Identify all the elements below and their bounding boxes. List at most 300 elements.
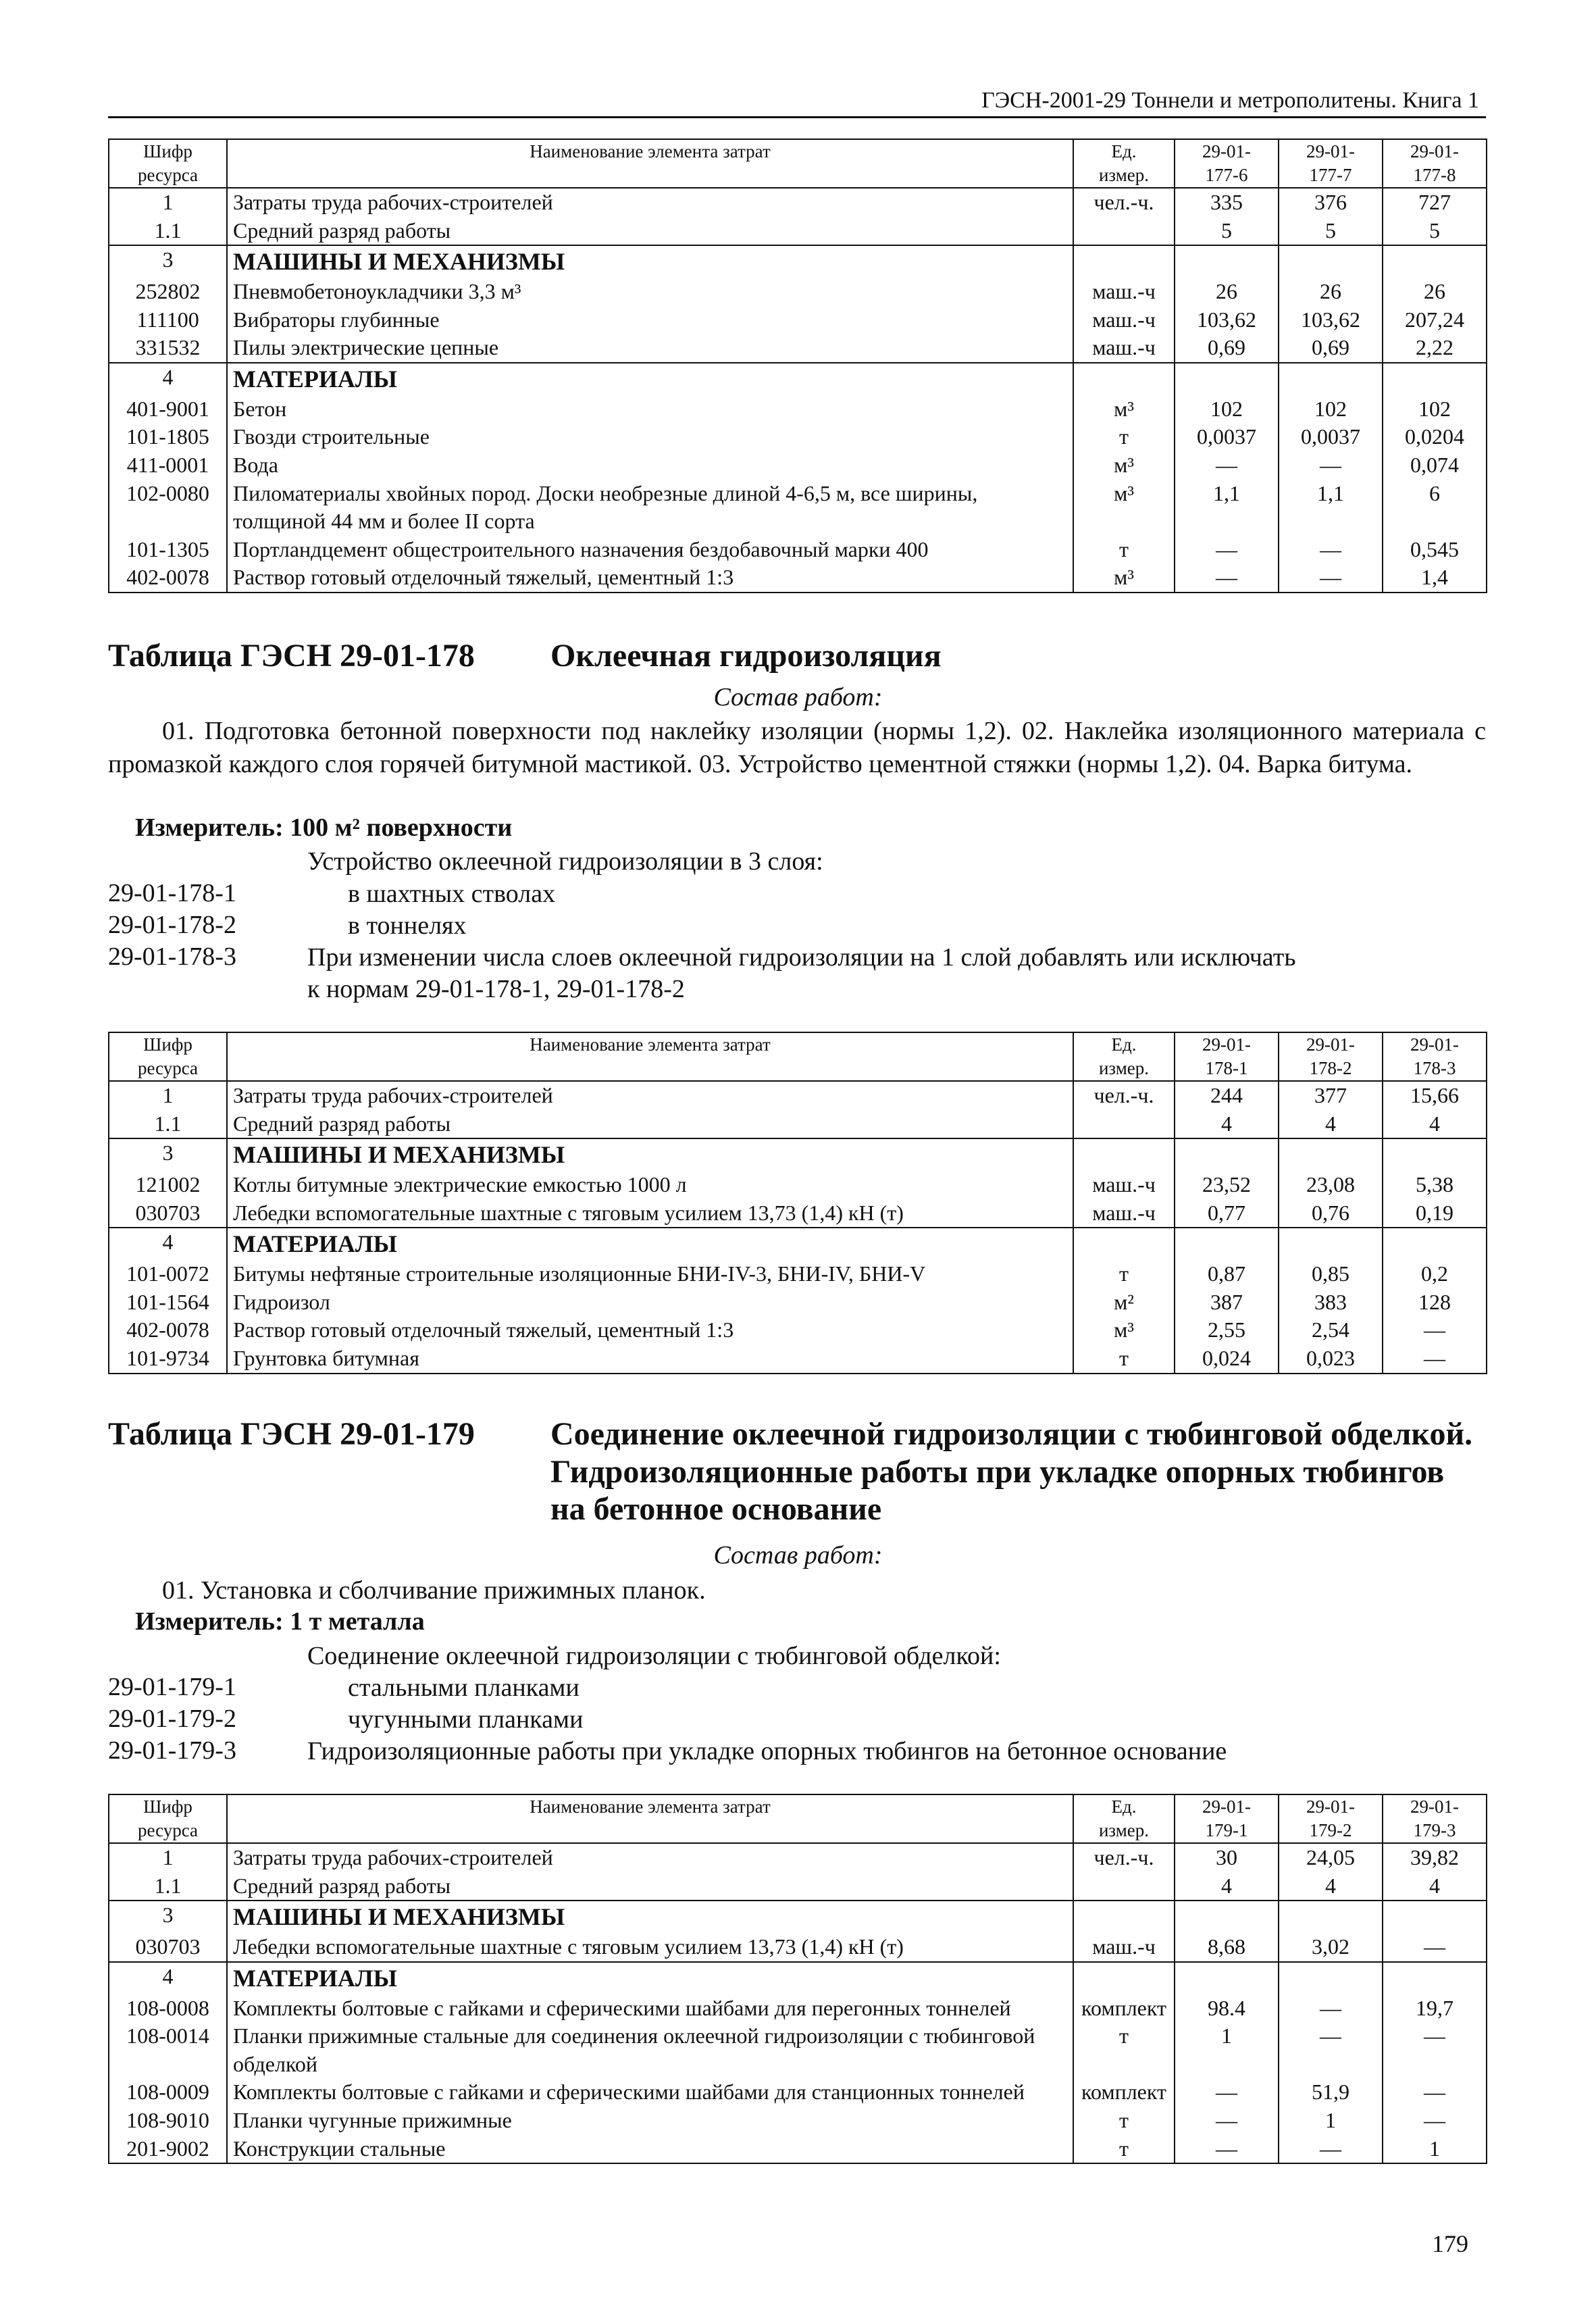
table-row xyxy=(109,1994,1487,2023)
resource-code: 4 xyxy=(109,1962,227,1994)
value-cell xyxy=(1175,1901,1279,1933)
table-178-id: Таблица ГЭСН 29-01-178 xyxy=(108,638,475,674)
name-header-line: Наименование элемента затрат xyxy=(530,141,771,161)
resource-code: 101-9734 xyxy=(109,1344,227,1374)
table-178-title xyxy=(108,637,942,674)
resource-name: Вибраторы глубинные xyxy=(227,306,1073,334)
norm-column-header xyxy=(1383,139,1487,188)
unit-header-line: Ед. xyxy=(1111,1034,1137,1055)
value-cell xyxy=(1279,1901,1383,1933)
unit-cell: маш.-ч xyxy=(1073,334,1175,363)
table-178-name: Оклеечная гидроизоляция xyxy=(550,638,942,674)
table-row xyxy=(109,1933,1487,1962)
value-cell: 51,9 xyxy=(1279,2078,1383,2107)
resource-name: Планки прижимные стальные для соединения оклеечной гидроизоляции с тюбинговой обделкой xyxy=(227,2022,1073,2078)
value-cell xyxy=(1279,363,1383,395)
value-cell: 0,19 xyxy=(1383,1199,1487,1228)
unit-cell: маш.-ч xyxy=(1073,1933,1175,1962)
resource-name: Планки чугунные прижимные xyxy=(227,2107,1073,2135)
name-header xyxy=(227,1794,1073,1843)
value-cell: 2,55 xyxy=(1175,1316,1279,1344)
value-cell: 1,4 xyxy=(1383,563,1487,593)
norm-column-header xyxy=(1175,1032,1279,1081)
value-cell xyxy=(1383,1228,1487,1260)
section-title: МАТЕРИАЛЫ xyxy=(227,1962,1073,1994)
table-row xyxy=(109,1843,1487,1872)
norm-column-header-line: 29-01- xyxy=(1410,1034,1459,1055)
unit-cell: комплект xyxy=(1073,1994,1175,2023)
norm-column-header-line: 29-01- xyxy=(1202,1034,1251,1055)
code-header-line: Шифр xyxy=(143,141,192,161)
value-cell: — xyxy=(1383,2022,1487,2078)
norm-column-header-line: 29-01- xyxy=(1306,1034,1355,1055)
unit-header-line: Ед. xyxy=(1111,1796,1137,1817)
resource-name: Лебедки вспомогательные шахтные с тяговым усилием 13,73 (1,4) кН (т) xyxy=(227,1933,1073,1962)
value-cell: — xyxy=(1383,2107,1487,2135)
unit-cell: т xyxy=(1073,1260,1175,1288)
unit-cell xyxy=(1073,245,1175,278)
table-row xyxy=(109,245,1487,278)
resource-code: 121002 xyxy=(109,1171,227,1199)
norm-179-2-text: чугунными планками xyxy=(348,1705,584,1734)
norm-178-1-code: 29-01-178-1 xyxy=(108,879,236,907)
resource-code: 252802 xyxy=(109,278,227,306)
value-cell: 4 xyxy=(1175,1110,1279,1139)
resource-code: 201-9002 xyxy=(109,2135,227,2164)
table-178-sostav-text: 01. Подготовка бетонной поверхности под наклейку изоляции (нормы 1,2). 02. Наклейка изоляционного материала с промазкой каждого слоя горячей битумной мастикой. 03. Устройство цементной стяжки (нормы 1,2). 04. Варка битума. xyxy=(108,717,1486,779)
resource-code: 101-1305 xyxy=(109,536,227,564)
value-cell: — xyxy=(1383,1933,1487,1962)
norm-178-3-text2: к нормам 29-01-178-1, 29-01-178-2 xyxy=(307,975,685,1003)
table-row xyxy=(109,563,1487,593)
table-row xyxy=(109,2107,1487,2135)
value-cell: 3,02 xyxy=(1279,1933,1383,1962)
unit-cell xyxy=(1073,1962,1175,1994)
resource-name: Гидроизол xyxy=(227,1288,1073,1317)
resource-name: Грунтовка битумная xyxy=(227,1344,1073,1374)
table-header-row xyxy=(109,1794,1487,1843)
value-cell: 0,2 xyxy=(1383,1260,1487,1288)
unit-cell: м³ xyxy=(1073,563,1175,593)
value-cell xyxy=(1175,1138,1279,1171)
code-header-line: ресурса xyxy=(137,1058,199,1079)
value-cell: 1 xyxy=(1383,2135,1487,2164)
norm-column-header xyxy=(1383,1794,1487,1843)
resource-name: Средний разряд работы xyxy=(227,1872,1073,1901)
resource-code: 3 xyxy=(109,1138,227,1171)
resource-name: Затраты труда рабочих-строителей xyxy=(227,188,1073,217)
table-row xyxy=(109,1171,1487,1199)
value-cell: 39,82 xyxy=(1383,1843,1487,1872)
value-cell: — xyxy=(1279,451,1383,480)
value-cell: 0,69 xyxy=(1175,334,1279,363)
norm-column-header-line: 178-1 xyxy=(1205,1058,1248,1079)
value-cell xyxy=(1383,1138,1487,1171)
value-cell: 102 xyxy=(1383,395,1487,424)
value-cell: 387 xyxy=(1175,1288,1279,1317)
header-text: ГЭСН-2001-29 Тоннели и метрополитены. Книга 1 xyxy=(981,88,1479,113)
value-cell: 5,38 xyxy=(1383,1171,1487,1199)
value-cell: 98.4 xyxy=(1175,1994,1279,2023)
resource-name: Бетон xyxy=(227,395,1073,424)
table-row xyxy=(109,363,1487,395)
resource-name: Гвозди строительные xyxy=(227,423,1073,451)
norm-column-header xyxy=(1279,139,1383,188)
unit-cell: комплект xyxy=(1073,2078,1175,2107)
value-cell: 5 xyxy=(1383,217,1487,246)
value-cell: 1,1 xyxy=(1175,480,1279,536)
resource-code: 401-9001 xyxy=(109,395,227,424)
resource-table-177 xyxy=(108,139,1487,593)
norm-column-header xyxy=(1279,1794,1383,1843)
norm-column-header xyxy=(1175,1794,1279,1843)
table-row xyxy=(109,2078,1487,2107)
norm-179-3-code: 29-01-179-3 xyxy=(108,1736,236,1765)
value-cell: 1,1 xyxy=(1279,480,1383,536)
value-cell xyxy=(1175,363,1279,395)
value-cell: 0,023 xyxy=(1279,1344,1383,1374)
value-cell xyxy=(1383,1962,1487,1994)
value-cell: 26 xyxy=(1279,278,1383,306)
table-row xyxy=(109,334,1487,363)
code-header-line: ресурса xyxy=(137,165,199,186)
resource-name: Затраты труда рабочих-строителей xyxy=(227,1843,1073,1872)
table-row xyxy=(109,395,1487,424)
unit-cell xyxy=(1073,217,1175,246)
table-row xyxy=(109,278,1487,306)
resource-code: 030703 xyxy=(109,1199,227,1228)
norm-column-header-line: 179-2 xyxy=(1309,1820,1352,1841)
code-header-line: ресурса xyxy=(137,1820,199,1841)
resource-code: 4 xyxy=(109,1228,227,1260)
section-title: МАШИНЫ И МЕХАНИЗМЫ xyxy=(227,1138,1073,1171)
value-cell: 4 xyxy=(1383,1110,1487,1139)
resource-name: Вода xyxy=(227,451,1073,480)
code-header xyxy=(109,1794,227,1843)
value-cell: 0,024 xyxy=(1175,1344,1279,1374)
value-cell: — xyxy=(1383,1344,1487,1374)
table-179-sostav-label: Состав работ: xyxy=(713,1541,883,1569)
value-cell xyxy=(1175,1962,1279,1994)
unit-cell: т xyxy=(1073,423,1175,451)
value-cell: 727 xyxy=(1383,188,1487,217)
unit-cell: м³ xyxy=(1073,480,1175,536)
norm-178-2-text: в тоннелях xyxy=(348,911,467,940)
value-cell: 377 xyxy=(1279,1081,1383,1110)
resource-code: 101-1805 xyxy=(109,423,227,451)
value-cell: 0,77 xyxy=(1175,1199,1279,1228)
table-header-row xyxy=(109,1032,1487,1081)
value-cell: 4 xyxy=(1383,1872,1487,1901)
resource-name: Затраты труда рабочих-строителей xyxy=(227,1081,1073,1110)
unit-cell: м² xyxy=(1073,1288,1175,1317)
value-cell xyxy=(1383,363,1487,395)
table-row xyxy=(109,1344,1487,1374)
value-cell: 0,074 xyxy=(1383,451,1487,480)
value-cell: 19,7 xyxy=(1383,1994,1487,2023)
unit-cell: т xyxy=(1073,536,1175,564)
norm-column-header-line: 178-2 xyxy=(1309,1058,1352,1079)
resource-code: 108-0009 xyxy=(109,2078,227,2107)
resource-code: 1 xyxy=(109,1843,227,1872)
resource-code: 108-9010 xyxy=(109,2107,227,2135)
resource-name: Комплекты болтовые с гайками и сферическими шайбами для перегонных тоннелей xyxy=(227,1994,1073,2023)
resource-table-178 xyxy=(108,1032,1487,1374)
resource-name: Битумы нефтяные строительные изоляционные БНИ-IV-3, БНИ-IV, БНИ-V xyxy=(227,1260,1073,1288)
unit-cell: маш.-ч xyxy=(1073,306,1175,334)
unit-cell: м³ xyxy=(1073,395,1175,424)
resource-name: Пиломатериалы хвойных пород. Доски необрезные длиной 4-6,5 м, все ширины, толщиной 44 мм и более II сорта xyxy=(227,480,1073,536)
code-header-line: Шифр xyxy=(143,1796,192,1817)
resource-code: 108-0008 xyxy=(109,1994,227,2023)
resource-name: Средний разряд работы xyxy=(227,1110,1073,1139)
table-row xyxy=(109,536,1487,564)
table-row xyxy=(109,1962,1487,1994)
resource-code: 1.1 xyxy=(109,1872,227,1901)
unit-cell: маш.-ч xyxy=(1073,1171,1175,1199)
value-cell: 335 xyxy=(1175,188,1279,217)
value-cell: 103,62 xyxy=(1175,306,1279,334)
value-cell xyxy=(1175,1228,1279,1260)
value-cell: 4 xyxy=(1279,1110,1383,1139)
unit-cell: т xyxy=(1073,2022,1175,2078)
table-row xyxy=(109,2135,1487,2164)
value-cell: 0,69 xyxy=(1279,334,1383,363)
table-row xyxy=(109,217,1487,246)
value-cell: 15,66 xyxy=(1383,1081,1487,1110)
resource-name: Лебедки вспомогательные шахтные с тяговым усилием 13,73 (1,4) кН (т) xyxy=(227,1199,1073,1228)
value-cell: 102 xyxy=(1279,395,1383,424)
value-cell: — xyxy=(1175,2107,1279,2135)
value-cell xyxy=(1279,1228,1383,1260)
resource-code: 3 xyxy=(109,1901,227,1933)
resource-code: 331532 xyxy=(109,334,227,363)
value-cell: 207,24 xyxy=(1383,306,1487,334)
norm-column-header-line: 177-8 xyxy=(1413,165,1456,186)
value-cell: 23,52 xyxy=(1175,1171,1279,1199)
section-title: МАШИНЫ И МЕХАНИЗМЫ xyxy=(227,1901,1073,1933)
value-cell: 24,05 xyxy=(1279,1843,1383,1872)
value-cell: 376 xyxy=(1279,188,1383,217)
unit-cell: чел.-ч. xyxy=(1073,1843,1175,1872)
resource-name: Раствор готовый отделочный тяжелый, цементный 1:3 xyxy=(227,563,1073,593)
norm-column-header-line: 178-3 xyxy=(1413,1058,1456,1079)
value-cell: — xyxy=(1279,536,1383,564)
resource-code: 402-0078 xyxy=(109,563,227,593)
table-179-name: Соединение оклеечной гидроизоляции с тюбинговой обделкой. Гидроизоляционные работы при укладке опорных тюбингов на бетонное основание xyxy=(550,1416,1473,1528)
norm-column-header-line: 29-01- xyxy=(1202,141,1251,161)
table-row xyxy=(109,306,1487,334)
table-179-title xyxy=(108,1415,1473,1528)
norm-column-header xyxy=(1175,139,1279,188)
value-cell: 0,545 xyxy=(1383,536,1487,564)
unit-cell: чел.-ч. xyxy=(1073,188,1175,217)
resource-table-179 xyxy=(108,1794,1487,2164)
value-cell: — xyxy=(1175,2078,1279,2107)
value-cell: 0,76 xyxy=(1279,1199,1383,1228)
value-cell: — xyxy=(1175,451,1279,480)
running-header xyxy=(108,86,1486,118)
norm-178-2-code: 29-01-178-2 xyxy=(108,911,236,939)
norm-178-1-text: в шахтных стволах xyxy=(348,880,556,908)
name-header-line: Наименование элемента затрат xyxy=(530,1034,771,1055)
value-cell: — xyxy=(1175,2135,1279,2164)
unit-header xyxy=(1073,1032,1175,1081)
value-cell: 26 xyxy=(1383,278,1487,306)
value-cell: 244 xyxy=(1175,1081,1279,1110)
norm-column-header xyxy=(1279,1032,1383,1081)
value-cell: — xyxy=(1279,2135,1383,2164)
norm-column-header-line: 29-01- xyxy=(1410,1796,1459,1817)
table-178-group: Устройство оклеечной гидроизоляции в 3 слоя: xyxy=(307,847,823,876)
unit-cell: м³ xyxy=(1073,451,1175,480)
resource-code: 4 xyxy=(109,363,227,395)
value-cell: 103,62 xyxy=(1279,306,1383,334)
value-cell: 26 xyxy=(1175,278,1279,306)
table-179-sostav-text: 01. Установка и сболчивание прижимных планок. xyxy=(162,1576,706,1605)
unit-cell xyxy=(1073,363,1175,395)
table-179-group: Соединение оклеечной гидроизоляции с тюбинговой обделкой: xyxy=(307,1642,1001,1670)
value-cell: 6 xyxy=(1383,480,1487,536)
unit-header-line: измер. xyxy=(1098,165,1150,186)
norm-column-header-line: 29-01- xyxy=(1306,1796,1355,1817)
resource-code: 3 xyxy=(109,245,227,278)
resource-name: Котлы битумные электрические емкостью 1000 л xyxy=(227,1171,1073,1199)
norm-column-header-line: 29-01- xyxy=(1202,1796,1251,1817)
resource-code: 108-0014 xyxy=(109,2022,227,2078)
unit-cell: т xyxy=(1073,2135,1175,2164)
table-row xyxy=(109,423,1487,451)
code-header xyxy=(109,1032,227,1081)
unit-cell: м³ xyxy=(1073,1316,1175,1344)
name-header-line: Наименование элемента затрат xyxy=(530,1796,771,1817)
value-cell: 128 xyxy=(1383,1288,1487,1317)
value-cell: — xyxy=(1175,536,1279,564)
value-cell xyxy=(1175,245,1279,278)
norm-column-header-line: 177-7 xyxy=(1309,165,1352,186)
table-row xyxy=(109,1260,1487,1288)
code-header-line: Шифр xyxy=(143,1034,192,1055)
table-header-row xyxy=(109,139,1487,188)
table-row xyxy=(109,1081,1487,1110)
value-cell: 5 xyxy=(1279,217,1383,246)
unit-cell xyxy=(1073,1872,1175,1901)
table-row xyxy=(109,1901,1487,1933)
resource-code: 1.1 xyxy=(109,1110,227,1139)
value-cell: 30 xyxy=(1175,1843,1279,1872)
table-row xyxy=(109,2022,1487,2078)
value-cell xyxy=(1383,1901,1487,1933)
page-number: 179 xyxy=(1432,2230,1468,2257)
resource-code: 1 xyxy=(109,1081,227,1110)
resource-name: Средний разряд работы xyxy=(227,217,1073,246)
value-cell: 0,0037 xyxy=(1279,423,1383,451)
resource-code: 411-0001 xyxy=(109,451,227,480)
resource-name: Пневмобетоноукладчики 3,3 м³ xyxy=(227,278,1073,306)
name-header xyxy=(227,139,1073,188)
value-cell: 4 xyxy=(1175,1872,1279,1901)
value-cell: — xyxy=(1383,1316,1487,1344)
table-178-sostav-label: Состав работ: xyxy=(713,683,883,711)
value-cell: 383 xyxy=(1279,1288,1383,1317)
value-cell: 5 xyxy=(1175,217,1279,246)
norm-column-header-line: 177-6 xyxy=(1205,165,1248,186)
value-cell: — xyxy=(1279,2022,1383,2078)
value-cell xyxy=(1279,245,1383,278)
norm-179-1-code: 29-01-179-1 xyxy=(108,1673,236,1701)
value-cell: 23,08 xyxy=(1279,1171,1383,1199)
unit-cell: т xyxy=(1073,1344,1175,1374)
norm-column-header-line: 179-1 xyxy=(1205,1820,1248,1841)
value-cell: 102 xyxy=(1175,395,1279,424)
unit-cell xyxy=(1073,1110,1175,1139)
norm-column-header-line: 179-3 xyxy=(1413,1820,1456,1841)
value-cell: 2,22 xyxy=(1383,334,1487,363)
unit-cell: маш.-ч xyxy=(1073,1199,1175,1228)
section-title: МАШИНЫ И МЕХАНИЗМЫ xyxy=(227,245,1073,278)
table-row xyxy=(109,1138,1487,1171)
value-cell: 0,0037 xyxy=(1175,423,1279,451)
resource-name: Конструкции стальные xyxy=(227,2135,1073,2164)
table-row xyxy=(109,1228,1487,1260)
resource-name: Пилы электрические цепные xyxy=(227,334,1073,363)
table-row xyxy=(109,188,1487,217)
norm-column-header xyxy=(1383,1032,1487,1081)
resource-name: Раствор готовый отделочный тяжелый, цементный 1:3 xyxy=(227,1316,1073,1344)
resource-code: 030703 xyxy=(109,1933,227,1962)
name-header xyxy=(227,1032,1073,1081)
section-title: МАТЕРИАЛЫ xyxy=(227,363,1073,395)
table-178-measure: Измеритель: 100 м² поверхности xyxy=(135,813,513,842)
table-row xyxy=(109,451,1487,480)
value-cell: 1 xyxy=(1279,2107,1383,2135)
norm-178-3-code: 29-01-178-3 xyxy=(108,942,236,971)
value-cell: 4 xyxy=(1279,1872,1383,1901)
value-cell xyxy=(1383,245,1487,278)
value-cell: — xyxy=(1383,2078,1487,2107)
unit-header-line: измер. xyxy=(1098,1820,1150,1841)
norm-179-2-code: 29-01-179-2 xyxy=(108,1705,236,1733)
value-cell: — xyxy=(1175,563,1279,593)
norm-179-1-text: стальными планками xyxy=(348,1674,580,1702)
value-cell: — xyxy=(1279,563,1383,593)
table-row xyxy=(109,1288,1487,1317)
unit-cell: чел.-ч. xyxy=(1073,1081,1175,1110)
resource-code: 101-1564 xyxy=(109,1288,227,1317)
value-cell: 0,87 xyxy=(1175,1260,1279,1288)
unit-header xyxy=(1073,1794,1175,1843)
unit-header-line: измер. xyxy=(1098,1058,1150,1079)
resource-code: 1.1 xyxy=(109,217,227,246)
resource-code: 111100 xyxy=(109,306,227,334)
norm-column-header-line: 29-01- xyxy=(1306,141,1355,161)
unit-header-line: Ед. xyxy=(1111,141,1137,161)
norm-179-3-text: Гидроизоляционные работы при укладке опорных тюбингов на бетонное основание xyxy=(307,1737,1227,1765)
resource-code: 102-0080 xyxy=(109,480,227,536)
table-179-id: Таблица ГЭСН 29-01-179 xyxy=(108,1416,475,1452)
table-row xyxy=(109,1316,1487,1344)
value-cell: 0,85 xyxy=(1279,1260,1383,1288)
value-cell: 8,68 xyxy=(1175,1933,1279,1962)
value-cell: 2,54 xyxy=(1279,1316,1383,1344)
unit-header xyxy=(1073,139,1175,188)
value-cell xyxy=(1279,1962,1383,1994)
table-row xyxy=(109,1110,1487,1139)
value-cell: 0,0204 xyxy=(1383,423,1487,451)
unit-cell xyxy=(1073,1138,1175,1171)
unit-cell: маш.-ч xyxy=(1073,278,1175,306)
table-row xyxy=(109,480,1487,536)
